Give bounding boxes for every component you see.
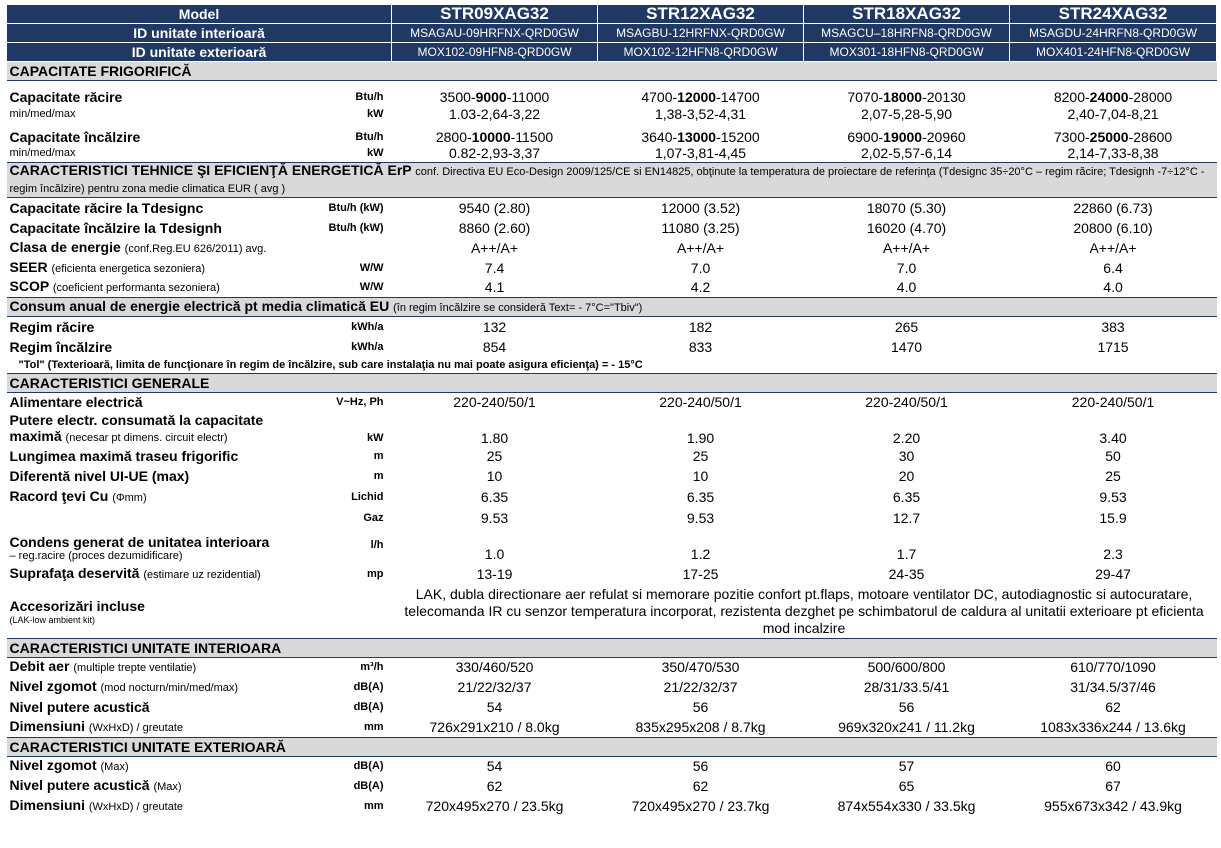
power-supply-value: 220-240/50/1 <box>659 394 742 411</box>
accessories-label: Accesorizări incluse (LAK-low ambient kit) <box>9 597 145 625</box>
level-diff-value: 20 <box>898 468 915 484</box>
energy-class-value: A++/A+ <box>676 239 725 256</box>
unit-vhz: V~Hz, Ph <box>336 396 384 409</box>
indoor-noise-label: Nivel zgomot (mod nocturn/min/med/max) <box>9 678 239 694</box>
unit-kwha: kWh/a <box>351 320 384 333</box>
outdoor-noise-value: 54 <box>486 758 503 775</box>
liquid-pipe-value: 9.53 <box>1099 488 1127 505</box>
served-area-value: 13-19 <box>476 566 513 582</box>
annual-cooling-value: 265 <box>894 318 919 335</box>
section-title-general: CARACTERISTICI GENERALE <box>7 373 1217 392</box>
unit-btuh: Btu/h <box>355 90 384 103</box>
cooling-tdesign-label: Capacitate răcire la Tdesignc <box>9 199 204 216</box>
unit-mm: mm <box>363 800 384 812</box>
unit-ww: W/W <box>359 281 384 294</box>
outdoor-dimensions-value: 720x495x270 / 23.7kg <box>631 798 770 814</box>
model-name: STR12XAG32 <box>598 5 804 24</box>
energy-class-value: A++/A+ <box>882 239 931 256</box>
scop-value: 4.2 <box>690 279 711 296</box>
indoor-noise-value: 21/22/32/37 <box>663 679 738 695</box>
unit-m: m <box>373 450 384 462</box>
indoor-noise-value: 28/31/33.5/41 <box>863 679 950 695</box>
seer-value: 7.0 <box>690 259 711 276</box>
condensate-value: 1.0 <box>484 546 505 562</box>
unit-lh: l/h <box>370 539 384 551</box>
unit-btuh-kw: Btu/h (kW) <box>328 221 384 234</box>
cooling-minmax-sub: min/med/max <box>9 107 76 120</box>
section-title-outdoor: CARACTERISTICI UNITATE EXTERIOARĂ <box>7 737 1217 756</box>
power-supply-value: 220-240/50/1 <box>1071 394 1155 411</box>
served-area-value: 17-25 <box>682 566 719 582</box>
served-area-value: 29-47 <box>1095 566 1131 582</box>
unit-dba: dB(A) <box>353 701 384 713</box>
unit-mp: mp <box>367 568 384 580</box>
seer-value: 6.4 <box>1103 259 1123 276</box>
scop-value: 4.1 <box>484 279 505 296</box>
cooling-tdesign-value: 12000 (3.52) <box>660 199 741 216</box>
unit-mm: mm <box>363 720 384 733</box>
unit-btuh-kw: Btu/h (kW) <box>328 201 384 214</box>
model-name: STR18XAG32 <box>804 5 1010 24</box>
annual-cooling-value: 132 <box>482 318 507 335</box>
cooling-capacity-label: Capacitate răcire <box>9 88 123 105</box>
indoor-dimensions-label: Dimensiuni (WxHxD) / greutate <box>9 717 183 734</box>
served-area-value: 24-35 <box>888 566 925 582</box>
gas-pipe-value: 9.53 <box>686 509 715 526</box>
energy-class-label: Clasa de energie (conf.Reg.EU 626/2011) avg. <box>9 238 267 255</box>
outdoor-id: MOX102-09HFN8-QRD0GW <box>392 43 598 62</box>
energy-class-value: A++/A+ <box>1089 239 1137 256</box>
annual-heating-value: 833 <box>688 338 713 355</box>
section-title-indoor: CARACTERISTICI UNITATE INTERIOARA <box>7 638 1217 657</box>
indoor-id: MSAGBU-12HRFNX-QRD0GW <box>598 24 804 43</box>
indoor-id-label: ID unitate interioară <box>7 24 392 43</box>
erp-note: conf. Directiva EU Eco-Design 2009/125/CE si EN14825, obţinute la temperatura de proiectare de referinţa (Tdesignc 35÷20°C – regim răcire; Tdesignh -7÷12°C - regim încălzire) pentru zona medie climatica EUR ( avg ) <box>9 166 1205 195</box>
unit-kw: kW <box>367 147 384 160</box>
indoor-dimensions-value: 835x295x208 / 8.7kg <box>635 718 766 735</box>
heating-btu-value: 7300-25000-28600 <box>1053 128 1173 145</box>
liquid-label: Lichid <box>351 490 384 503</box>
header-model-row <box>7 5 1217 24</box>
seer-value: 7.4 <box>484 259 505 276</box>
outdoor-noise-value: 57 <box>898 758 915 775</box>
power-supply-value: 220-240/50/1 <box>453 394 536 411</box>
airflow-label: Debit aer (multiple trepte ventilatie) <box>9 658 197 675</box>
outdoor-id: MOX102-12HFN8-QRD0GW <box>598 43 804 62</box>
unit-dba: dB(A) <box>353 780 384 792</box>
gas-label: Gaz <box>363 511 384 524</box>
outdoor-id: MOX401-24HFN8-QRD0GW <box>1010 43 1217 62</box>
outdoor-noise-value: 60 <box>1105 758 1121 775</box>
model-name: STR24XAG32 <box>1010 5 1217 24</box>
indoor-sound-power-value: 54 <box>486 699 503 715</box>
indoor-sound-power-value: 62 <box>1105 699 1121 715</box>
max-power-value: 1.90 <box>686 430 715 446</box>
max-power-value: 1.80 <box>480 430 509 446</box>
cooling-kw-value: 2,07-5,28-5,90 <box>860 105 953 122</box>
outdoor-sound-power-label: Nivel putere acustică (Max) <box>9 777 182 793</box>
scop-value: 4.0 <box>896 279 917 296</box>
indoor-sound-power-value: 56 <box>898 699 915 715</box>
heating-minmax-sub: min/med/max <box>9 147 76 160</box>
max-power-label: Putere electr. consumată la capacitate maximă (necesar pt dimens. circuit electr) <box>9 412 264 444</box>
energy-class-value: A++/A+ <box>470 239 519 256</box>
cooling-btu-value: 4700-12000-14700 <box>641 88 760 105</box>
condensate-value: 2.3 <box>1103 546 1123 562</box>
gas-pipe-value: 9.53 <box>480 509 509 526</box>
tol-footnote: "Tol" (Texterioară, limita de funcţionare în regim de încălzire, sub care instalaţia nu mai poate asigura eficienţa) = - 15°C <box>18 358 643 371</box>
heating-capacity-label: Capacitate încălzire <box>9 128 141 145</box>
annual-heating-value: 1715 <box>1097 338 1129 355</box>
condensate-value: 1.2 <box>690 546 711 562</box>
power-supply-label: Alimentare electrică <box>9 394 143 411</box>
accessories-text: LAK, dubla directionare aer refulat si memorare pozitie confort pt.flaps, motoare ventilator DC, autodiagnostic si autocuratare, telecomanda IR cu senzor temperatura incorporat, rezistenta dezghet pe schimbatorul de caldura al unitatii exterioare pt eficienta mod incalzire <box>404 586 1204 637</box>
heating-kw-value: 2,14-7,33-8,38 <box>1067 145 1159 162</box>
section-title-annual: Consum anual de energie electrică pt media climatică EU (în regim încălzire se consideră Text= - 7°C="Tbiv") <box>7 298 1217 317</box>
max-power-value: 3.40 <box>1099 430 1127 446</box>
pipe-length-value: 25 <box>692 448 709 464</box>
outdoor-dimensions-value: 955x673x342 / 43.9kg <box>1044 798 1182 814</box>
unit-kwha: kWh/a <box>351 340 384 353</box>
level-diff-value: 10 <box>486 468 503 484</box>
annual-cooling-value: 182 <box>688 318 713 335</box>
level-diff-label: Diferentă nivel UI-UE (max) <box>9 468 190 484</box>
outdoor-noise-value: 56 <box>692 758 709 775</box>
liquid-pipe-value: 6.35 <box>480 488 509 505</box>
unit-btuh: Btu/h <box>355 130 384 143</box>
scop-label: SCOP (coeficient performanta sezoniera) <box>9 278 220 295</box>
airflow-value: 350/470/530 <box>661 659 740 676</box>
scop-value: 4.0 <box>1103 279 1123 296</box>
heating-tdesign-value: 16020 (4.70) <box>866 219 947 236</box>
section-title-capacity: CAPACITATE FRIGORIFICĂ <box>7 62 1217 81</box>
annual-heating-label: Regim încălzire <box>9 338 113 355</box>
heating-tdesign-label: Capacitate încălzire la Tdesignh <box>9 219 222 236</box>
heating-btu-value: 6900-19000-20960 <box>847 128 966 145</box>
heating-btu-value: 2800-10000-11500 <box>435 128 554 145</box>
model-label: Model <box>7 5 392 24</box>
cooling-tdesign-value: 9540 (2.80) <box>458 199 531 216</box>
cooling-btu-value: 3500-9000-11000 <box>439 88 550 105</box>
heating-btu-value: 3640-13000-15200 <box>641 128 760 145</box>
indoor-dimensions-value: 1083x336x244 / 13.6kg <box>1040 718 1186 735</box>
indoor-sound-power-label: Nivel putere acustică <box>9 699 150 715</box>
indoor-noise-value: 21/22/32/37 <box>457 679 532 695</box>
heating-kw-value: 2,02-5,57-6,14 <box>860 145 953 162</box>
indoor-dimensions-value: 726x291x210 / 8.0kg <box>429 718 560 735</box>
airflow-value: 610/770/1090 <box>1070 659 1156 676</box>
outdoor-dimensions-value: 720x495x270 / 23.5kg <box>425 798 564 814</box>
cooling-kw-value: 2,40-7,04-8,21 <box>1067 105 1159 122</box>
cooling-btu-value: 8200-24000-28000 <box>1053 88 1173 105</box>
gas-pipe-value: 15.9 <box>1099 509 1127 526</box>
indoor-id: MSAGCU–18HRFN8-QRD0GW <box>804 24 1010 43</box>
seer-value: 7.0 <box>896 259 917 276</box>
section-title-erp: CARACTERISTICI TEHNICE ŞI EFICIENŢĂ ENERGETICĂ ErP conf. Directiva EU Eco-Design 2009/125/CE si EN14825, obţinute la temperatura de proiectare de referinţa (Tdesignc 35÷20°C – regim răcire; Tdesignh -7÷12°C - regim încălzire) pentru zona medie climatica EUR ( avg ) <box>7 163 1217 198</box>
outdoor-dimensions-label: Dimensiuni (WxHxD) / greutate <box>9 797 183 813</box>
cooling-kw-value: 1.03-2,64-3,22 <box>448 105 541 122</box>
level-diff-value: 10 <box>692 468 709 484</box>
unit-kw: kW <box>367 432 384 444</box>
heating-tdesign-value: 11080 (3.25) <box>661 219 740 236</box>
power-supply-value: 220-240/50/1 <box>865 394 948 411</box>
indoor-sound-power-value: 56 <box>692 699 709 715</box>
seer-label: SEER (eficienta energetica sezoniera) <box>9 258 205 275</box>
indoor-id: MSAGDU-24HRFN8-QRD0GW <box>1010 24 1217 43</box>
cooling-kw-value: 1,38-3,52-4,31 <box>654 105 747 122</box>
condensate-label: Condens generat de unitatea interioara – reg.racire (proces dezumidificare) <box>9 534 270 562</box>
max-power-value: 2.20 <box>892 430 921 446</box>
outdoor-sound-power-value: 65 <box>898 778 915 794</box>
cooling-btu-value: 7070-18000-20130 <box>847 88 966 105</box>
unit-dba: dB(A) <box>353 681 384 693</box>
cooling-tdesign-value: 22860 (6.73) <box>1073 199 1153 216</box>
liquid-pipe-value: 6.35 <box>686 488 715 505</box>
outdoor-dimensions-value: 874x554x330 / 33.5kg <box>837 798 976 814</box>
heating-tdesign-value: 20800 (6.10) <box>1073 219 1153 236</box>
pipe-length-value: 50 <box>1105 448 1121 464</box>
pipe-length-value: 30 <box>898 448 915 464</box>
airflow-value: 500/600/800 <box>867 659 946 676</box>
gas-pipe-value: 12.7 <box>892 509 921 526</box>
pipe-length-label: Lungimea maximă traseu frigorific <box>9 448 239 464</box>
outdoor-noise-label: Nivel zgomot (Max) <box>9 757 129 774</box>
unit-m3h: m³/h <box>360 661 384 674</box>
header-indoor-row <box>7 24 1217 43</box>
unit-m: m <box>373 470 384 482</box>
pipe-length-value: 25 <box>486 448 503 464</box>
outdoor-sound-power-value: 62 <box>692 778 709 794</box>
outdoor-id-label: ID unitate exterioară <box>7 43 392 62</box>
spec-table <box>6 4 1217 816</box>
header-outdoor-row <box>7 43 1217 62</box>
liquid-pipe-value: 6.35 <box>892 488 921 505</box>
spec-sheet <box>6 4 1216 816</box>
airflow-value: 330/460/520 <box>455 659 534 676</box>
indoor-noise-value: 31/34.5/37/46 <box>1070 679 1156 695</box>
condensate-value: 1.7 <box>896 546 917 562</box>
indoor-id: MSAGAU-09HRFNX-QRD0GW <box>392 24 598 43</box>
level-diff-value: 25 <box>1105 468 1121 484</box>
unit-ww: W/W <box>359 261 384 274</box>
cooling-tdesign-value: 18070 (5.30) <box>866 199 947 216</box>
indoor-dimensions-value: 969x320x241 / 11.2kg <box>838 718 975 735</box>
outdoor-sound-power-value: 67 <box>1105 778 1121 794</box>
heating-tdesign-value: 8860 (2.60) <box>458 219 531 236</box>
unit-kw: kW <box>367 107 384 120</box>
annual-heating-value: 854 <box>482 338 507 355</box>
annual-heating-value: 1470 <box>890 338 923 355</box>
annual-cooling-label: Regim răcire <box>9 318 95 335</box>
model-name: STR09XAG32 <box>392 5 598 24</box>
annual-cooling-value: 383 <box>1101 318 1125 335</box>
outdoor-id: MOX301-18HFN8-QRD0GW <box>804 43 1010 62</box>
served-area-label: Suprafaţa deservită (estimare uz rezidential) <box>9 565 261 581</box>
heating-kw-value: 0.82-2,93-3,37 <box>448 145 541 162</box>
pipe-connection-label: Racord ţevi Cu (Φmm) <box>9 487 147 504</box>
unit-dba: dB(A) <box>353 760 384 773</box>
outdoor-sound-power-value: 62 <box>486 778 503 794</box>
heating-kw-value: 1,07-3,81-4,45 <box>654 145 747 162</box>
